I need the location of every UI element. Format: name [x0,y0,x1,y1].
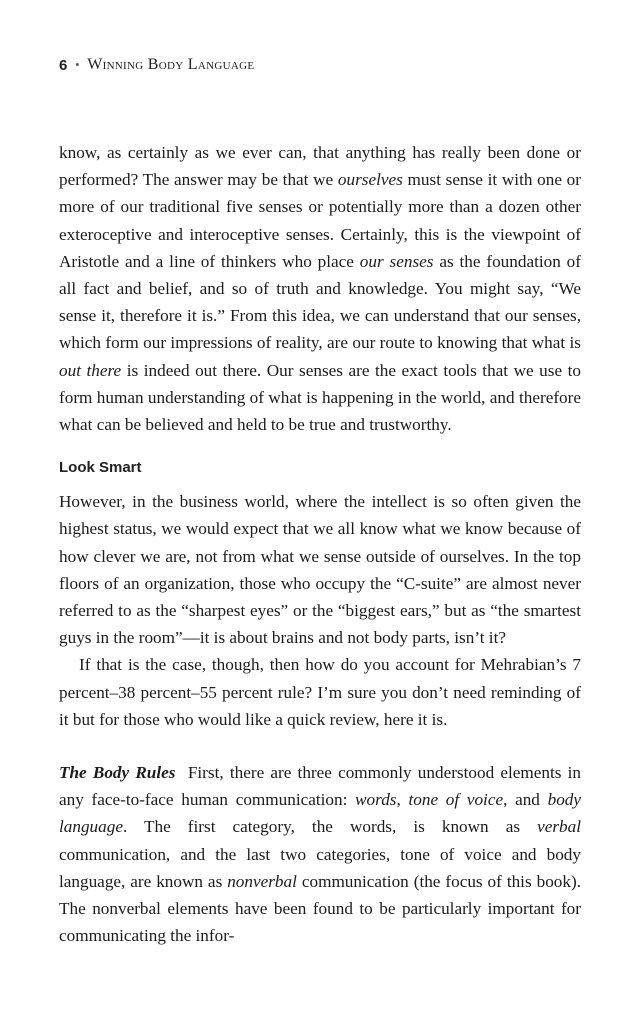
text-run: communication, and the last two categories, tone of voice and body language, are known as [59,844,581,891]
run-in-heading: The Body Rules [59,763,176,783]
running-header [59,56,254,74]
section-gap [59,733,581,759]
running-title: Winning Body Language [87,56,255,73]
text-run: is indeed out there. Our senses are the exact tools that we use to form human understanding of what is happening in the world, and therefore what can be believed and held to be true and trustworthy. [59,360,582,435]
text-run: communication (the focus of this book). The nonverbal elements have been found to be particularly important for communicating the infor- [59,871,581,946]
emphasis: words [355,790,397,810]
emphasis: ourselves [337,170,403,190]
text-run: First, there are three commonly understood elements in any face-to-face human communication: [59,763,586,810]
text-run: , [396,790,409,810]
text-run: must sense it with one or more of our traditional five senses or potentially more than a dozen other exteroceptive and interoceptive senses. Certainly, this is the viewpoint of Aristotle and a line of thinkers who place [59,170,581,271]
paragraph-mehrabian: If that is the case, though, then how do you account for Mehrabian’s 7 percent–38 percent–55 percent rule? I’m sure you don’t need reminding of it but for those who would like a quick review, here it is. [59,655,581,729]
emphasis: out there [59,360,122,380]
text-run: know, as certainly as we ever can, that anything has really been done or performed? The answer may be that we [59,143,581,190]
paragraph-body-rules [59,759,586,949]
section-subheading: Look Smart [59,459,142,477]
paragraph-business-world: However, in the business world, where the intellect is so often given the highest status, we would expect that we all know what we know because of how clever we are, not from what we sense outside of ourselves. In the top floors of an organization, those who occupy the “C-suite” are almost never referred to as the “sharpest eyes” or the “biggest ears,” but as “the smartest guys in the room”—it is about brains and not body parts, isn’t it? [59,492,581,648]
emphasis: tone of voice [408,790,504,810]
page-number: 6 [59,56,68,74]
emphasis: nonverbal [227,871,297,891]
emphasis: our senses [359,251,434,271]
header-separator: • [75,59,80,71]
text-run: . The first category, the words, is known as [122,817,538,837]
page-body [59,139,586,949]
emphasis: body language [59,790,582,837]
emphasis: verbal [537,817,581,837]
text-run: as the foundation of all fact and belief, and so of truth and knowledge. You might say, “We sense it, therefore it is.” From this idea, we can understand that our senses, which form our impressions of reality, are our route to knowing that what is [59,251,581,353]
paragraph-senses [59,139,581,438]
text-run: , and [503,790,548,810]
